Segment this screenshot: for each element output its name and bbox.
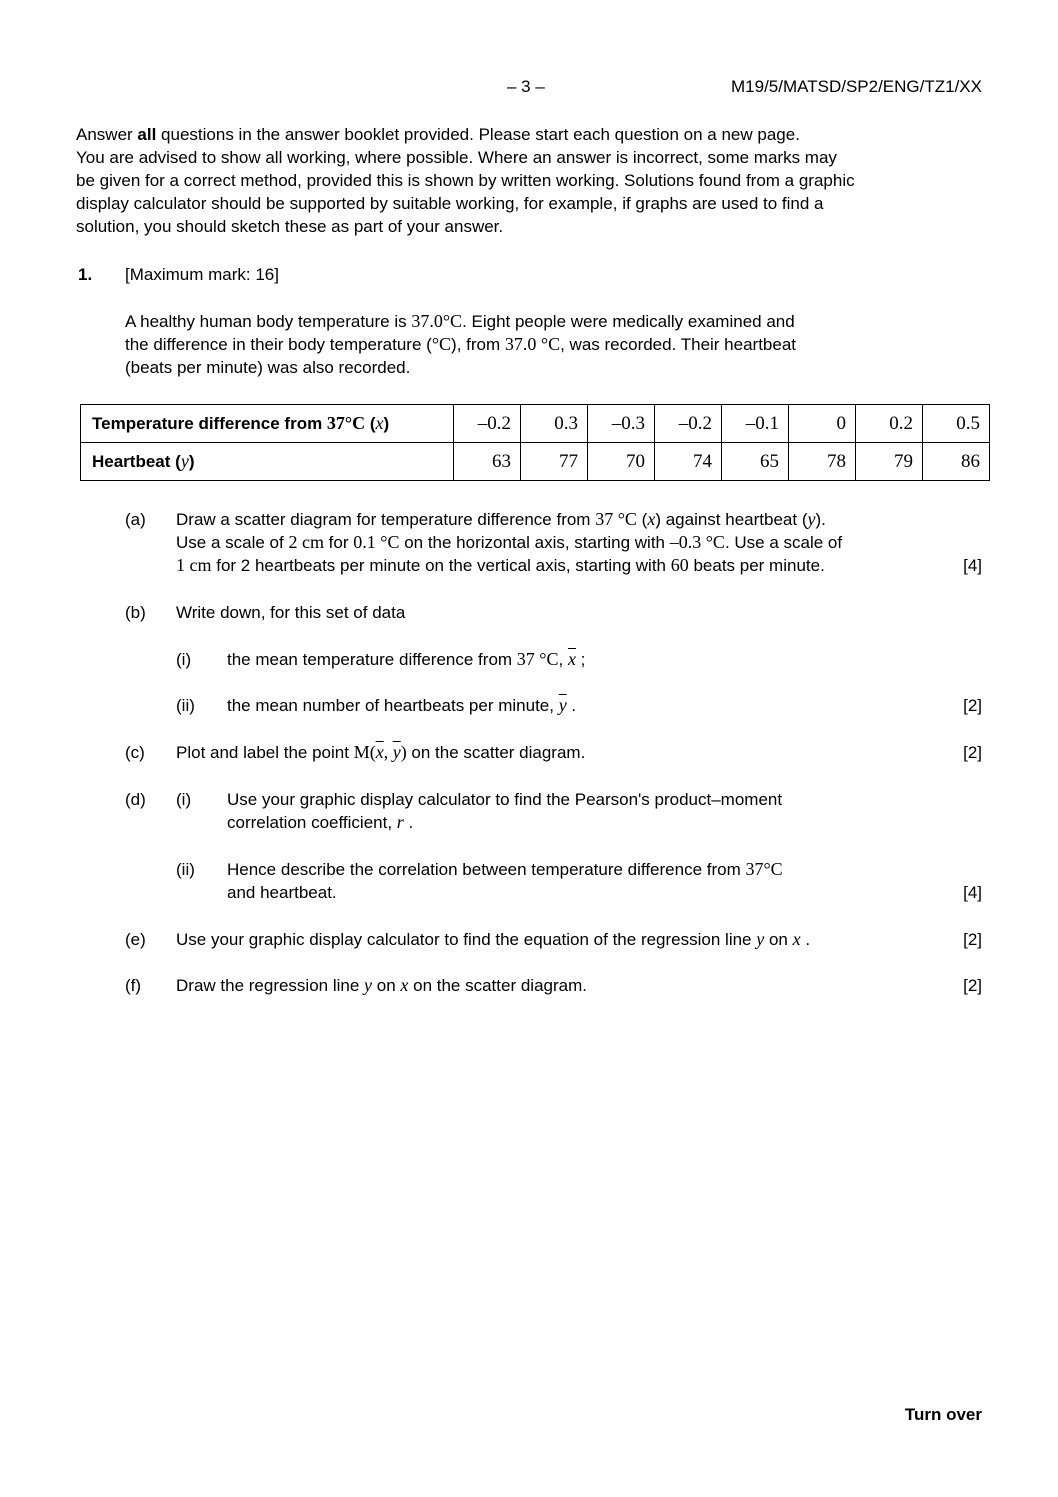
paper-code: M19/5/MATSD/SP2/ENG/TZ1/XX — [731, 77, 982, 96]
table-cell: –0.2 — [655, 405, 722, 443]
part-b-i-text: the mean temperature difference from 37 °C, $\overline{x}$ ; — [227, 649, 586, 669]
part-e-label: (e) — [125, 930, 146, 949]
part-b-mark: [2] — [963, 696, 982, 715]
table-cell: 74 — [655, 443, 722, 481]
instructions-line-1: Answer all questions in the answer booklet provided. Please start each question on a new page. — [76, 125, 800, 144]
page-number: – 3 – — [507, 77, 545, 96]
table-row-temperature — [81, 405, 990, 443]
part-b-i-label: (i) — [176, 650, 192, 669]
row-label-heartbeat: Heartbeat (y) — [81, 443, 454, 481]
table-cell: 0 — [789, 405, 856, 443]
part-f-label: (f) — [125, 976, 142, 995]
table-row-heartbeat — [81, 443, 990, 481]
turn-over: Turn over — [904, 1405, 982, 1424]
part-b-ii-text: the mean number of heartbeats per minute, $\overline{y}$ . — [227, 695, 577, 715]
part-d-i-label: (i) — [176, 790, 192, 809]
maximum-mark: [Maximum mark: 16] — [125, 265, 279, 284]
table-cell: 63 — [454, 443, 521, 481]
table-cell: 77 — [521, 443, 588, 481]
part-d-ii-text: Hence describe the correlation between temperature difference from 37°C and heartbeat. — [227, 859, 783, 902]
instructions-line-2: You are advised to show all working, where possible. Where an answer is incorrect, some marks may — [76, 148, 837, 167]
table-cell: 0.2 — [856, 405, 923, 443]
part-e-mark: [2] — [963, 930, 982, 949]
part-b-text: Write down, for this set of data — [176, 603, 406, 622]
table-cell: 78 — [789, 443, 856, 481]
part-d-i-text: Use your graphic display calculator to find the Pearson's product–moment correlation coefficient, r . — [227, 790, 783, 832]
table-cell: –0.2 — [454, 405, 521, 443]
table-cell: 70 — [588, 443, 655, 481]
table-cell: 0.5 — [923, 405, 990, 443]
instructions-line-4: display calculator should be supported by suitable working, for example, if graphs are used to find a — [76, 194, 824, 213]
part-c-text: Plot and label the point $M(\overline{x}$, $\overline{y}$) on the scatter diagram. — [176, 742, 586, 762]
table-cell: 86 — [923, 443, 990, 481]
part-f-mark: [2] — [963, 976, 982, 995]
table-cell: 0.3 — [521, 405, 588, 443]
data-table — [80, 404, 990, 481]
part-c-label: (c) — [125, 743, 145, 762]
part-b-label: (b) — [125, 603, 146, 622]
table-cell: 79 — [856, 443, 923, 481]
table-cell: 65 — [722, 443, 789, 481]
instructions — [76, 123, 855, 238]
part-d-ii-label: (ii) — [176, 860, 195, 879]
part-d-mark: [4] — [963, 883, 982, 902]
part-f-text: Draw the regression line y on x on the scatter diagram. — [176, 975, 587, 995]
question-number: 1. — [78, 265, 93, 284]
table-cell: –0.1 — [722, 405, 789, 443]
part-b-ii-label: (ii) — [176, 696, 195, 715]
part-a-label: (a) — [125, 510, 146, 529]
row-label-temperature: Temperature difference from 37°C (x) — [81, 405, 454, 443]
instructions-line-5: solution, you should sketch these as part of your answer. — [76, 217, 504, 236]
table-cell: –0.3 — [588, 405, 655, 443]
part-e-text: Use your graphic display calculator to find the equation of the regression line y on x . — [176, 929, 811, 949]
instructions-line-3: be given for a correct method, provided this is shown by written working. Solutions found from a graphic — [76, 171, 855, 190]
part-d-label: (d) — [125, 790, 146, 809]
question-intro: A healthy human body temperature is 37.0°C. Eight people were medically examined and the difference in their body temperature (°C), from 37.0 °C, was recorded. Their heartbeat (beats per minute) was also recorded. — [125, 311, 797, 377]
part-a-mark: [4] — [963, 556, 982, 575]
part-a-text: Draw a scatter diagram for temperature difference from 37 °C (x) against heartbeat (y). Use a scale of 2 cm for 0.1 °C on the horizontal axis, starting with –0.3 °C. Use a scale of 1 cm for 2 heartbeats per minute on the vertical axis, starting with 60 beats per minute. — [176, 509, 843, 575]
part-c-mark: [2] — [963, 743, 982, 762]
